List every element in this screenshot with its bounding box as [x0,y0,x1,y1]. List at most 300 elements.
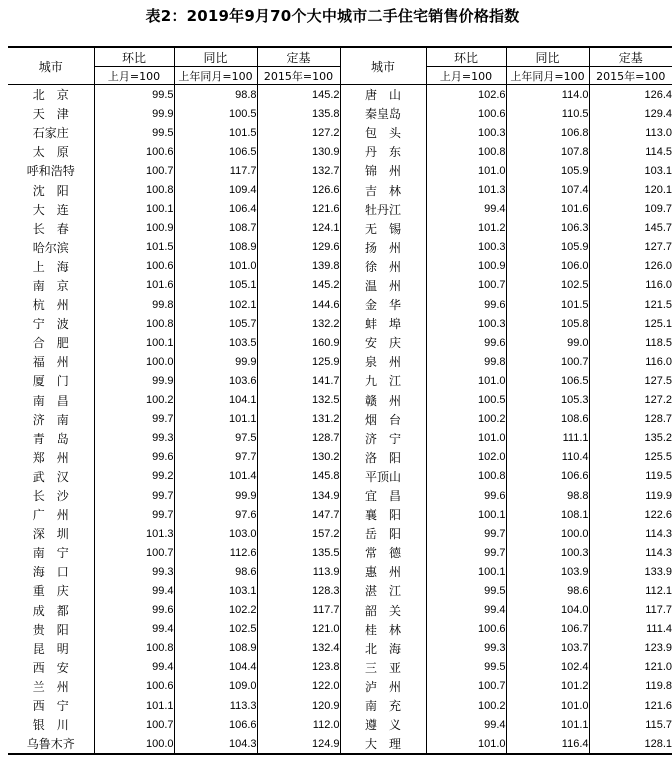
dingji-cell-left: 145.8 [257,467,340,486]
tongbi-cell-right: 100.0 [506,524,589,543]
tongbi-cell-right: 101.1 [506,715,589,734]
huanbi-cell-left: 101.1 [94,696,174,715]
huanbi-cell-right: 100.8 [426,467,506,486]
dingji-cell-left: 128.7 [257,429,340,448]
dingji-cell-left: 129.6 [257,238,340,257]
city-cell-right: 洛 阳 [340,448,426,467]
city-cell-right: 金 华 [340,295,426,314]
huanbi-cell-right: 100.6 [426,620,506,639]
dingji-cell-right: 118.5 [589,333,672,352]
huanbi-cell-right: 100.3 [426,314,506,333]
tongbi-cell-right: 106.8 [506,123,589,142]
table-row [8,524,672,543]
dingji-cell-left: 117.7 [257,601,340,620]
tongbi-cell-left: 98.8 [174,85,257,105]
city-cell-left: 上 海 [32,259,69,274]
city-cell-left: 银 川 [32,718,69,733]
dingji-cell-right: 119.9 [589,486,672,505]
tongbi-cell-right: 100.3 [506,543,589,562]
table-row [8,715,672,734]
tongbi-header-left: 同比 [174,47,257,67]
dingji-cell-left: 126.6 [257,180,340,199]
city-column-header-right: 城市 [340,47,426,85]
huanbi-cell-right: 100.1 [426,562,506,581]
city-cell-right: 常 德 [340,543,426,562]
huanbi-cell-left: 99.6 [94,448,174,467]
dingji-cell-left: 160.9 [257,333,340,352]
table-row [8,410,672,429]
tongbi-cell-right: 110.5 [506,104,589,123]
dingji-cell-left: 125.9 [257,352,340,371]
table-row [8,104,672,123]
tongbi-cell-right: 103.9 [506,562,589,581]
dingji-cell-right: 109.7 [589,200,672,219]
city-cell-left: 郑 州 [32,450,69,465]
tongbi-cell-left: 106.6 [174,715,257,734]
city-cell-left: 宁 波 [32,317,69,332]
dingji-cell-left: 128.3 [257,581,340,600]
city-cell-right: 惠 州 [340,562,426,581]
huanbi-cell-left: 99.9 [94,104,174,123]
city-cell-left: 武 汉 [32,469,69,484]
dingji-cell-right: 121.5 [589,295,672,314]
tongbi-cell-left: 97.7 [174,448,257,467]
dingji-cell-right: 103.1 [589,161,672,180]
table-row [8,314,672,333]
dingji-cell-left: 134.9 [257,486,340,505]
huanbi-cell-right: 99.4 [426,601,506,620]
dingji-cell-right: 127.5 [589,371,672,390]
dingji-cell-left: 122.0 [257,677,340,696]
city-cell-left: 福 州 [32,355,69,370]
city-cell-right: 韶 关 [340,601,426,620]
dingji-cell-right: 120.1 [589,180,672,199]
tongbi-cell-left: 105.1 [174,276,257,295]
huanbi-cell-left: 99.8 [94,295,174,314]
dingji-cell-right: 114.3 [589,524,672,543]
dingji-cell-right: 114.5 [589,142,672,161]
tongbi-cell-left: 97.5 [174,429,257,448]
tongbi-cell-right: 104.0 [506,601,589,620]
tongbi-cell-right: 101.2 [506,677,589,696]
huanbi-cell-right: 99.6 [426,295,506,314]
city-cell-left: 天 津 [32,107,69,122]
huanbi-cell-left: 100.7 [94,161,174,180]
tongbi-cell-right: 107.8 [506,142,589,161]
dingji-cell-left: 135.5 [257,543,340,562]
dingji-cell-left: 123.8 [257,658,340,677]
city-cell-right: 岳 阳 [340,524,426,543]
tongbi-base-left: 上年同月=100 [174,67,257,85]
dingji-cell-left: 124.9 [257,734,340,754]
dingji-cell-left: 124.1 [257,219,340,238]
huanbi-cell-right: 99.4 [426,200,506,219]
dingji-cell-right: 128.1 [589,734,672,754]
huanbi-base-left: 上月=100 [94,67,174,85]
huanbi-cell-left: 100.6 [94,142,174,161]
table-row [8,123,672,142]
tongbi-cell-left: 103.6 [174,371,257,390]
tongbi-cell-left: 108.9 [174,639,257,658]
huanbi-cell-right: 101.0 [426,161,506,180]
huanbi-cell-left: 99.7 [94,486,174,505]
tongbi-cell-right: 116.4 [506,734,589,754]
huanbi-cell-right: 99.4 [426,715,506,734]
tongbi-cell-right: 101.6 [506,200,589,219]
huanbi-cell-right: 99.3 [426,639,506,658]
huanbi-cell-right: 100.7 [426,276,506,295]
tongbi-cell-right: 106.5 [506,371,589,390]
city-cell-left: 石家庄 [32,126,69,141]
huanbi-cell-right: 102.6 [426,85,506,105]
city-cell-right: 锦 州 [340,161,426,180]
tongbi-cell-left: 109.4 [174,180,257,199]
tongbi-cell-right: 114.0 [506,85,589,105]
city-cell-right: 包 头 [340,123,426,142]
dingji-cell-left: 121.0 [257,620,340,639]
tongbi-cell-left: 101.1 [174,410,257,429]
table-row [8,161,672,180]
dingji-cell-right: 125.1 [589,314,672,333]
dingji-cell-right: 115.7 [589,715,672,734]
tongbi-cell-right: 98.8 [506,486,589,505]
dingji-cell-left: 131.2 [257,410,340,429]
tongbi-cell-left: 108.9 [174,238,257,257]
dingji-cell-right: 125.5 [589,448,672,467]
tongbi-cell-left: 99.9 [174,352,257,371]
tongbi-cell-right: 108.1 [506,505,589,524]
city-cell-right: 桂 林 [340,620,426,639]
dingji-cell-right: 127.7 [589,238,672,257]
table-row [8,429,672,448]
dingji-cell-right: 119.5 [589,467,672,486]
tongbi-cell-right: 105.9 [506,238,589,257]
tongbi-cell-right: 110.4 [506,448,589,467]
huanbi-cell-left: 101.6 [94,276,174,295]
city-cell-left: 杭 州 [32,298,69,313]
city-cell-left: 呼和浩特 [26,164,75,179]
dingji-header-left: 定基 [257,47,340,67]
huanbi-cell-right: 99.7 [426,524,506,543]
dingji-cell-right: 122.6 [589,505,672,524]
table-row [8,581,672,600]
huanbi-cell-left: 99.3 [94,429,174,448]
huanbi-cell-right: 99.7 [426,543,506,562]
dingji-cell-right: 121.0 [589,658,672,677]
tongbi-cell-left: 112.6 [174,543,257,562]
city-cell-right: 泉 州 [340,352,426,371]
table-row [8,467,672,486]
dingji-cell-right: 117.7 [589,601,672,620]
city-cell-right: 牡丹江 [340,200,426,219]
city-cell-left: 沈 阳 [32,183,69,198]
tongbi-cell-left: 101.4 [174,467,257,486]
huanbi-cell-left: 99.5 [94,123,174,142]
huanbi-cell-left: 99.4 [94,581,174,600]
city-cell-left: 合 肥 [32,336,69,351]
table-row [8,257,672,276]
dingji-cell-left: 132.4 [257,639,340,658]
table-row [8,620,672,639]
huanbi-cell-left: 100.6 [94,257,174,276]
huanbi-cell-left: 99.2 [94,467,174,486]
city-cell-right: 宜 昌 [340,486,426,505]
city-cell-right: 蚌 埠 [340,314,426,333]
dingji-cell-right: 128.7 [589,410,672,429]
tongbi-cell-right: 105.9 [506,161,589,180]
huanbi-base-right: 上月=100 [426,67,506,85]
table-row [8,696,672,715]
table-row [8,142,672,161]
city-cell-left: 南 昌 [32,393,69,408]
huanbi-cell-right: 101.0 [426,734,506,754]
city-cell-right: 济 宁 [340,429,426,448]
table-row [8,352,672,371]
tongbi-cell-left: 103.5 [174,333,257,352]
city-cell-right: 大 理 [340,734,426,754]
tongbi-cell-left: 101.0 [174,257,257,276]
tongbi-cell-right: 105.8 [506,314,589,333]
table-row [8,658,672,677]
city-column-header-left: 城市 [8,47,94,85]
tongbi-cell-right: 101.5 [506,295,589,314]
table-row [8,562,672,581]
table-row [8,448,672,467]
huanbi-cell-left: 100.8 [94,180,174,199]
huanbi-cell-left: 100.7 [94,543,174,562]
dingji-base-left: 2015年=100 [257,67,340,85]
dingji-cell-right: 126.0 [589,257,672,276]
city-cell-left: 长 沙 [32,489,69,504]
city-cell-left: 厦 门 [32,374,69,389]
city-cell-right: 南 充 [340,696,426,715]
table-row [8,505,672,524]
tongbi-cell-right: 111.1 [506,429,589,448]
huanbi-cell-left: 100.8 [94,314,174,333]
city-cell-right: 遵 义 [340,715,426,734]
huanbi-cell-right: 100.1 [426,505,506,524]
huanbi-cell-right: 100.3 [426,238,506,257]
table-row [8,677,672,696]
city-cell-left: 济 南 [32,412,69,427]
tongbi-cell-left: 103.1 [174,581,257,600]
dingji-cell-right: 129.4 [589,104,672,123]
dingji-cell-left: 135.8 [257,104,340,123]
city-cell-left: 哈尔滨 [32,240,69,255]
dingji-cell-left: 132.5 [257,391,340,410]
table-row [8,276,672,295]
city-cell-left: 北 京 [32,88,69,103]
tongbi-cell-left: 106.5 [174,142,257,161]
tongbi-cell-left: 109.0 [174,677,257,696]
city-cell-left: 西 宁 [32,699,69,714]
dingji-cell-right: 119.8 [589,677,672,696]
table-row [8,391,672,410]
city-cell-left: 兰 州 [32,679,69,694]
table-row [8,180,672,199]
huanbi-cell-left: 99.3 [94,562,174,581]
table-row [8,371,672,390]
huanbi-cell-left: 100.0 [94,352,174,371]
city-cell-right: 唐 山 [340,85,426,105]
tongbi-cell-left: 102.5 [174,620,257,639]
table-row [8,200,672,219]
huanbi-cell-right: 100.8 [426,142,506,161]
table-row [8,238,672,257]
dingji-cell-left: 112.0 [257,715,340,734]
tongbi-cell-right: 106.0 [506,257,589,276]
city-cell-right: 襄 阳 [340,505,426,524]
huanbi-cell-left: 99.6 [94,601,174,620]
dingji-cell-left: 130.2 [257,448,340,467]
dingji-cell-right: 116.0 [589,276,672,295]
dingji-cell-right: 121.6 [589,696,672,715]
huanbi-cell-right: 100.5 [426,391,506,410]
table-row [8,295,672,314]
tongbi-cell-left: 101.5 [174,123,257,142]
huanbi-cell-right: 101.0 [426,429,506,448]
tongbi-cell-right: 100.7 [506,352,589,371]
dingji-cell-right: 113.0 [589,123,672,142]
city-cell-right: 丹 东 [340,142,426,161]
dingji-cell-left: 127.2 [257,123,340,142]
huanbi-cell-right: 101.3 [426,180,506,199]
city-cell-left: 青 岛 [32,431,69,446]
huanbi-cell-left: 100.1 [94,333,174,352]
huanbi-cell-right: 102.0 [426,448,506,467]
huanbi-cell-left: 100.1 [94,200,174,219]
city-cell-left: 乌鲁木齐 [26,737,75,752]
tongbi-cell-left: 102.2 [174,601,257,620]
city-cell-left: 深 圳 [32,527,69,542]
huanbi-cell-left: 100.2 [94,391,174,410]
tongbi-cell-left: 99.9 [174,486,257,505]
table-row [8,601,672,620]
tongbi-cell-left: 108.7 [174,219,257,238]
huanbi-cell-left: 99.4 [94,658,174,677]
dingji-cell-left: 132.7 [257,161,340,180]
table-row [8,639,672,658]
dingji-cell-right: 126.4 [589,85,672,105]
huanbi-header-left: 环比 [94,47,174,67]
huanbi-cell-left: 100.8 [94,639,174,658]
dingji-cell-left: 130.9 [257,142,340,161]
city-cell-right: 九 江 [340,371,426,390]
huanbi-cell-right: 99.6 [426,333,506,352]
city-cell-left: 西 安 [32,660,69,675]
huanbi-cell-right: 101.2 [426,219,506,238]
city-cell-left: 南 京 [32,278,69,293]
huanbi-cell-left: 99.4 [94,620,174,639]
tongbi-cell-left: 104.4 [174,658,257,677]
huanbi-cell-left: 101.3 [94,524,174,543]
tongbi-cell-right: 106.6 [506,467,589,486]
dingji-cell-left: 121.6 [257,200,340,219]
huanbi-cell-right: 100.2 [426,410,506,429]
dingji-cell-left: 113.9 [257,562,340,581]
tongbi-cell-right: 106.3 [506,219,589,238]
dingji-cell-right: 145.7 [589,219,672,238]
dingji-cell-right: 135.2 [589,429,672,448]
city-cell-right: 吉 林 [340,180,426,199]
tongbi-cell-right: 101.0 [506,696,589,715]
huanbi-cell-right: 100.7 [426,677,506,696]
city-cell-right: 平顶山 [340,467,426,486]
huanbi-cell-right: 100.9 [426,257,506,276]
tongbi-header-right: 同比 [506,47,589,67]
city-cell-right: 扬 州 [340,238,426,257]
city-cell-right: 秦皇岛 [340,104,426,123]
dingji-cell-left: 157.2 [257,524,340,543]
tongbi-cell-left: 117.7 [174,161,257,180]
huanbi-cell-right: 100.6 [426,104,506,123]
dingji-cell-left: 139.8 [257,257,340,276]
dingji-cell-left: 147.7 [257,505,340,524]
huanbi-cell-left: 99.9 [94,371,174,390]
city-cell-left: 海 口 [32,565,69,580]
city-cell-right: 赣 州 [340,391,426,410]
tongbi-cell-right: 98.6 [506,581,589,600]
city-cell-right: 无 锡 [340,219,426,238]
huanbi-cell-left: 101.5 [94,238,174,257]
tongbi-cell-right: 108.6 [506,410,589,429]
dingji-cell-right: 123.9 [589,639,672,658]
city-cell-left: 贵 阳 [32,622,69,637]
dingji-cell-left: 145.2 [257,276,340,295]
huanbi-cell-left: 99.7 [94,410,174,429]
tongbi-cell-right: 106.7 [506,620,589,639]
table-row [8,333,672,352]
tongbi-cell-left: 105.7 [174,314,257,333]
city-cell-right: 徐 州 [340,257,426,276]
table-body [8,85,672,755]
city-cell-right: 温 州 [340,276,426,295]
city-cell-left: 南 宁 [32,546,69,561]
city-cell-right: 湛 江 [340,581,426,600]
table-row [8,543,672,562]
table-header [8,47,672,85]
table-title: 表2：2019年9月70个大中城市二手住宅销售价格指数 [145,7,520,25]
tongbi-cell-left: 102.1 [174,295,257,314]
dingji-cell-right: 111.4 [589,620,672,639]
city-cell-right: 三 亚 [340,658,426,677]
table-row [8,486,672,505]
city-cell-left: 大 连 [32,202,69,217]
huanbi-cell-left: 100.0 [94,734,174,754]
tongbi-cell-right: 102.4 [506,658,589,677]
dingji-base-right: 2015年=100 [589,67,672,85]
dingji-cell-right: 127.2 [589,391,672,410]
huanbi-cell-right: 100.3 [426,123,506,142]
city-cell-left: 成 都 [32,603,69,618]
huanbi-cell-right: 99.6 [426,486,506,505]
tongbi-cell-right: 105.3 [506,391,589,410]
tongbi-cell-left: 100.5 [174,104,257,123]
city-cell-right: 安 庆 [340,333,426,352]
huanbi-cell-left: 99.5 [94,85,174,105]
tongbi-cell-right: 103.7 [506,639,589,658]
city-cell-left: 昆 明 [32,641,69,656]
price-index-table [8,46,672,755]
city-cell-right: 烟 台 [340,410,426,429]
huanbi-cell-left: 100.9 [94,219,174,238]
dingji-cell-left: 141.7 [257,371,340,390]
huanbi-cell-left: 99.7 [94,505,174,524]
dingji-cell-right: 112.1 [589,581,672,600]
tongbi-cell-left: 104.1 [174,391,257,410]
table-row [8,85,672,105]
huanbi-cell-right: 100.2 [426,696,506,715]
